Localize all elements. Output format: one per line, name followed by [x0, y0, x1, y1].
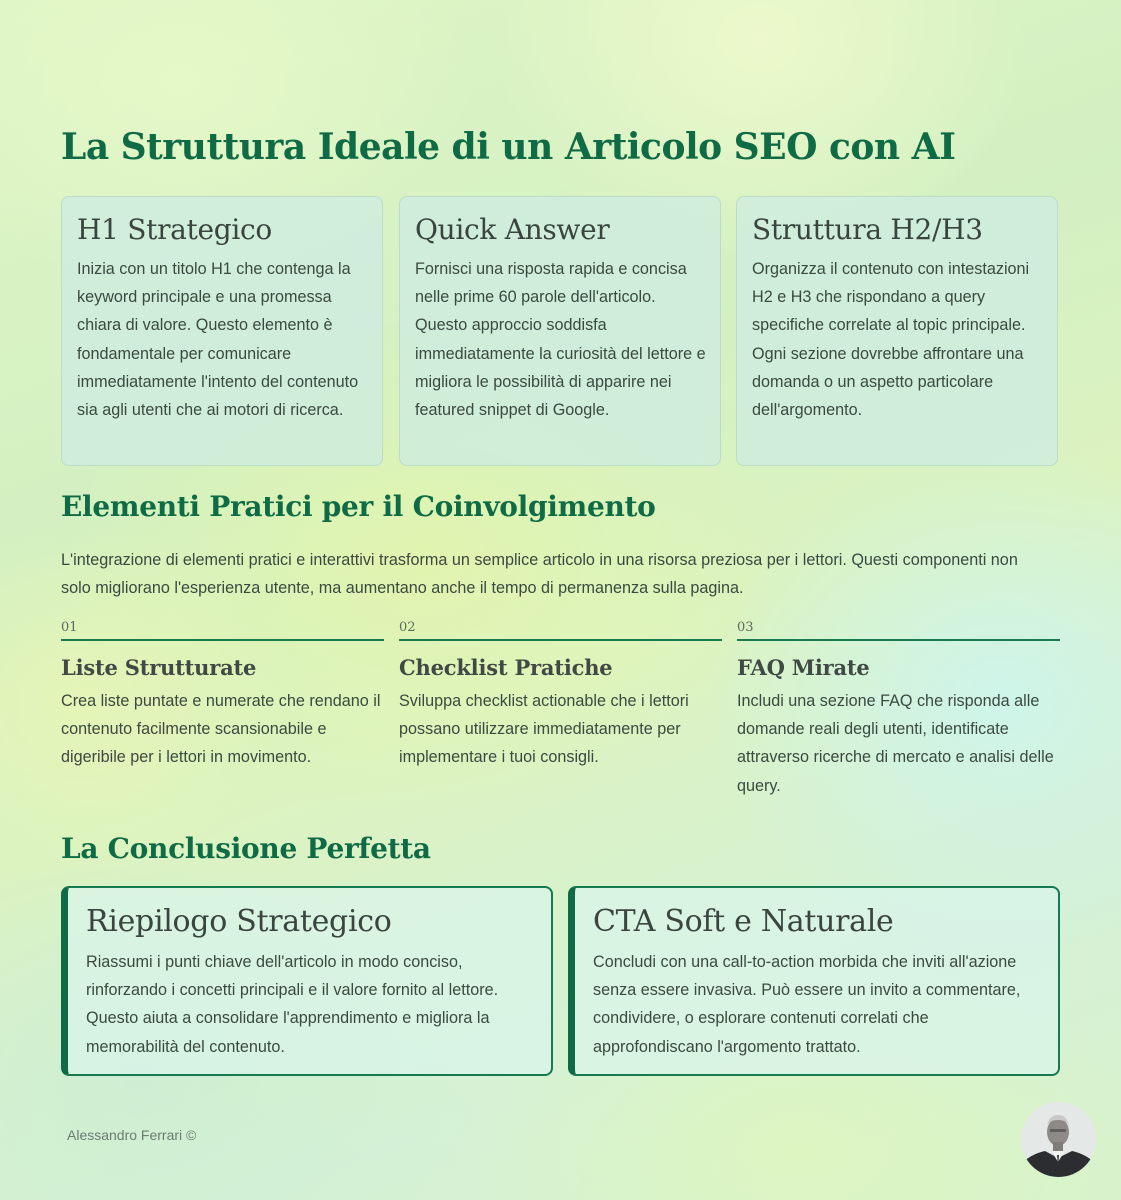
- step-liste-strutturate: [61, 618, 384, 772]
- section-title-conclusione: La Conclusione Perfetta: [61, 832, 431, 865]
- card-cta-soft: [568, 886, 1060, 1076]
- step-number: 03: [737, 618, 1060, 641]
- structure-cards: [61, 196, 1060, 468]
- step-text: Sviluppa checklist actionable che i lettori possano utilizzare immediatamente per implementare i tuoi consigli.: [399, 692, 689, 767]
- card-quick-answer: [399, 196, 721, 466]
- step-number: 02: [399, 618, 722, 641]
- card-h1-strategico: [61, 196, 383, 466]
- card-title: CTA Soft e Naturale: [593, 904, 894, 939]
- card-text: Inizia con un titolo H1 che contenga la keyword principale e una promessa chiara di valore. Questo elemento è fondamentale per comunicare immediatamente l'intento del contenuto sia agli utenti che ai motori di ricerca.: [77, 260, 359, 420]
- step-text: Includi una sezione FAQ che risponda alle domande reali degli utenti, identificate attraverso ricerche di mercato e analisi delle query.: [737, 692, 1054, 795]
- step-title: FAQ Mirate: [737, 655, 870, 680]
- card-text: Fornisci una risposta rapida e concisa nelle prime 60 parole dell'articolo. Questo approccio soddisfa immediatamente la curiosità del lettore e migliora le possibilità di apparire nei featured snippet di Google.: [415, 260, 706, 420]
- step-title: Liste Strutturate: [61, 655, 257, 680]
- card-title: Quick Answer: [415, 213, 610, 246]
- card-struttura-h2-h3: [736, 196, 1058, 466]
- card-text: Concludi con una call-to-action morbida che inviti all'azione senza essere invasiva. Può essere un invito a commentare, condividere, o esplorare contenuti correlati che approfondiscano l'argomento trattato.: [593, 953, 1021, 1056]
- footer-credit: Alessandro Ferrari ©: [67, 1127, 197, 1143]
- page-title: La Struttura Ideale di un Articolo SEO con AI: [61, 126, 956, 168]
- step-number: 01: [61, 618, 384, 641]
- step-title: Checklist Pratiche: [399, 655, 613, 680]
- section-title-elementi-pratici: Elementi Pratici per il Coinvolgimento: [61, 490, 656, 523]
- card-title: Struttura H2/H3: [752, 213, 983, 246]
- conclusion-cards: [61, 886, 1060, 1076]
- section-intro: L'integrazione di elementi pratici e interattivi trasforma un semplice articolo in una risorsa preziosa per i lettori. Questi componenti non solo migliorano l'esperienza utente, ma aumentano anche il tempo di permanenza sulla pagina.: [61, 551, 1018, 597]
- person-photo-icon: [1021, 1102, 1096, 1177]
- card-text: Riassumi i punti chiave dell'articolo in modo conciso, rinforzando i concetti principali e il valore fornito al lettore. Questo aiuta a consolidare l'apprendimento e migliora la memorabilità del contenuto.: [86, 953, 499, 1056]
- author-avatar: [1021, 1102, 1096, 1177]
- card-text: Organizza il contenuto con intestazioni H2 e H3 che rispondano a query specifiche correlate al topic principale. Ogni sezione dovrebbe affrontare una domanda o un aspetto particolare dell'argomento.: [752, 260, 1030, 420]
- card-title: Riepilogo Strategico: [86, 904, 392, 939]
- step-checklist-pratiche: [399, 618, 722, 772]
- step-faq-mirate: [737, 618, 1060, 800]
- card-title: H1 Strategico: [77, 213, 272, 246]
- step-text: Crea liste puntate e numerate che rendano il contenuto facilmente scansionabile e digeribile per i lettori in movimento.: [61, 692, 381, 767]
- card-riepilogo-strategico: [61, 886, 553, 1076]
